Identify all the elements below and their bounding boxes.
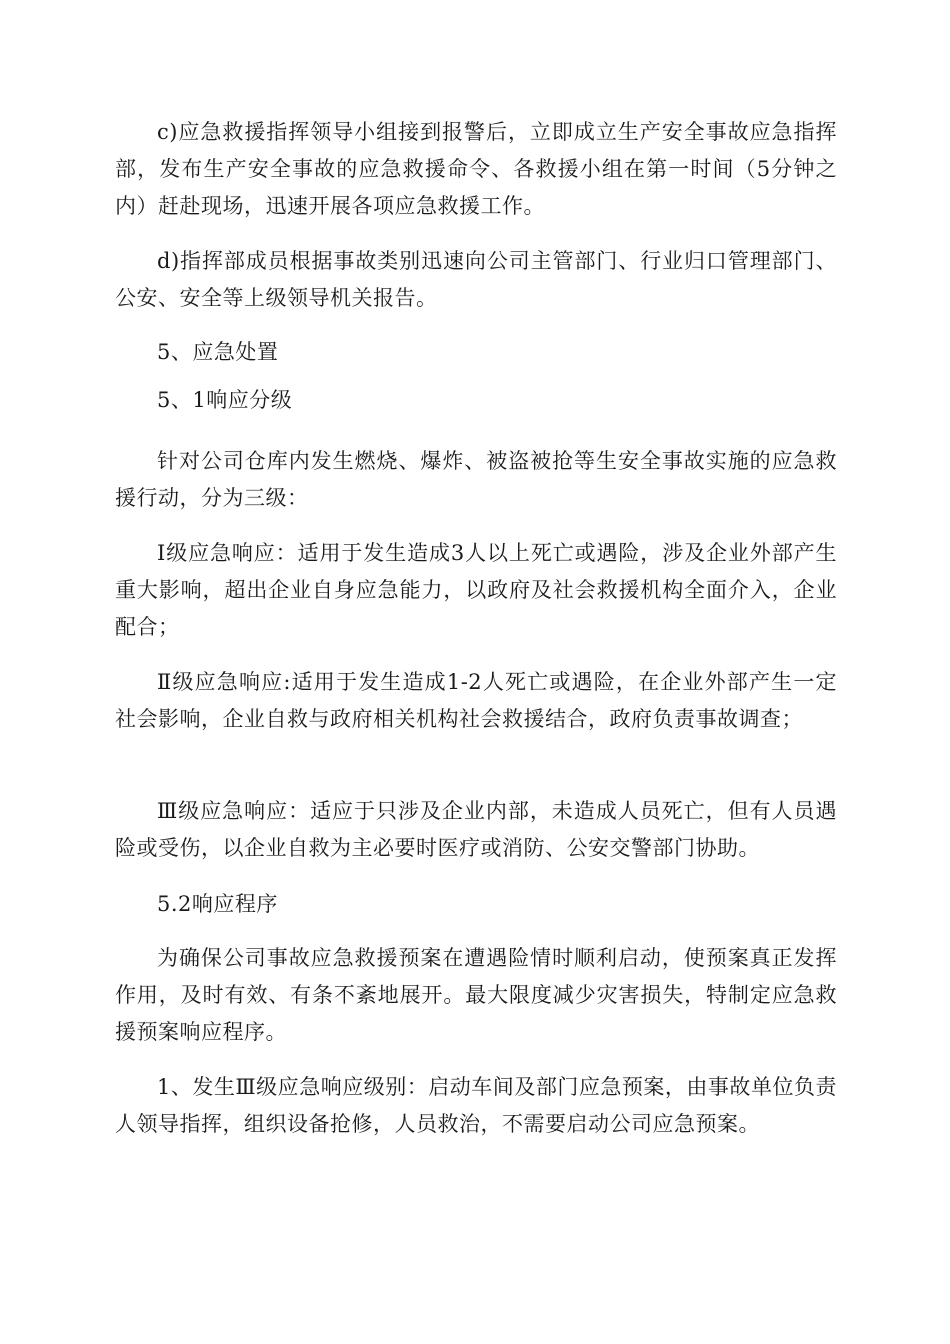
- paragraph-report: d)指挥部成员根据事故类别迅速向公司主管部门、行业归口管理部门、公安、安全等上级领导机关报告。: [115, 249, 837, 310]
- section-heading-response-procedure: 5.2响应程序: [157, 892, 278, 916]
- paragraph-level-3: Ⅲ级应急响应：适应于只涉及企业内部，未造成人员死亡，但有人员遇险或受伤，以企业自救为主必要时医疗或消防、公安交警部门协助。: [115, 799, 837, 860]
- paragraph-procedure-intro: 为确保公司事故应急救援预案在遭遇险情时顺利启动，使预案真正发挥作用，及时有效、有条不紊地展开。最大限度减少灾害损失，特制定应急救援预案响应程序。: [115, 946, 837, 1044]
- paragraph-level-1: Ⅰ级应急响应：适用于发生造成3人以上死亡或遇险，涉及企业外部产生重大影响，超出企业自身应急能力，以政府及社会救援机构全面介入，企业配合；: [115, 541, 837, 639]
- section-heading-response-levels: 5、1响应分级: [157, 388, 293, 412]
- paragraph-command-setup: c)应急救援指挥领导小组接到报警后，立即成立生产安全事故应急指挥部，发布生产安全事故的应急救援命令、各救援小组在第一时间（5分钟之内）赶赴现场，迅速开展各项应急救援工作。: [115, 120, 837, 218]
- section-heading-emergency-handling: 5、应急处置: [157, 340, 279, 364]
- paragraph-level-3-procedure: 1、发生Ⅲ级应急响应级别：启动车间及部门应急预案，由事故单位负责人领导指挥，组织设备抢修，人员救治，不需要启动公司应急预案。: [115, 1075, 837, 1136]
- paragraph-levels-intro: 针对公司仓库内发生燃烧、爆炸、被盗被抢等生安全事故实施的应急救援行动，分为三级：: [115, 449, 837, 510]
- paragraph-level-2: Ⅱ级应急响应:适用于发生造成1-2人死亡或遇险，在企业外部产生一定社会影响，企业自救与政府相关机构社会救援结合，政府负责事故调查；: [115, 670, 837, 731]
